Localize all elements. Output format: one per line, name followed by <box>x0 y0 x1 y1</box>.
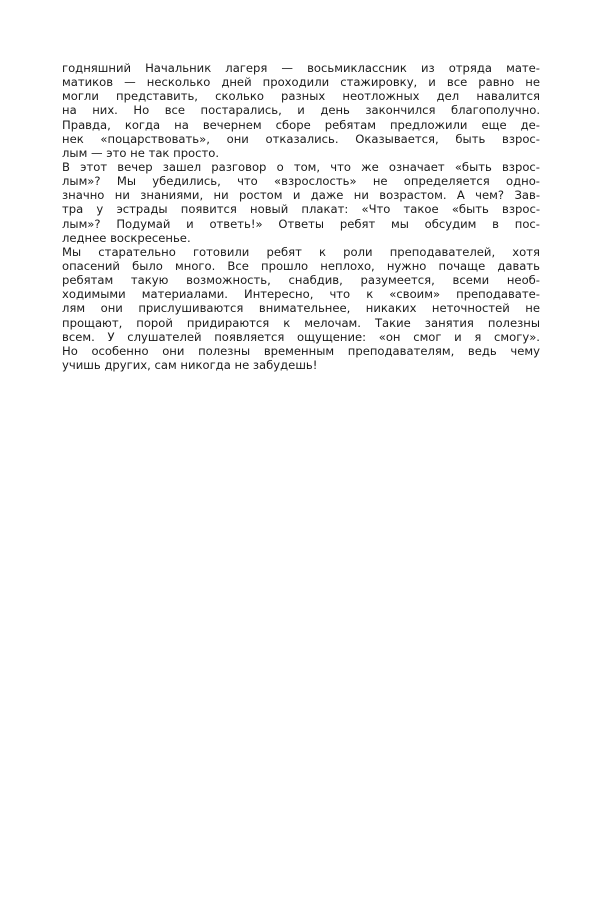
text-line: Мы старательно готовили ребят к роли преподавателей, хотя <box>62 244 540 259</box>
text-line: В этот вечер зашел разговор о том, что же означает «быть взрос- <box>62 159 540 174</box>
text-line: опасений было много. Все прошло неплохо, нужно почаще давать <box>62 258 540 273</box>
text-line: на них. Но все постарались, и день закончился благополучно. <box>62 103 540 118</box>
paragraph <box>62 61 540 160</box>
text-line: могли представить, сколько разных неотложных дел навалится <box>62 89 540 104</box>
paragraph <box>62 245 540 372</box>
text-line: тра у эстрады появится новый плакат: «Что такое «быть взрос- <box>62 202 540 217</box>
text-line: годняшний Начальник лагеря — восьмиклассник из отряда мате- <box>62 61 540 75</box>
text-line: матиков — несколько дней проходили стажировку, и все равно не <box>62 75 540 90</box>
text-line: ходимыми материалами. Интересно, что к «своим» преподавате- <box>62 287 540 302</box>
text-line: лям они прислушиваются внимательнее, никаких неточностей не <box>62 301 540 316</box>
text-line: Правда, когда на вечернем сборе ребятам предложили еще де- <box>62 117 540 132</box>
text-line: леднее воскресенье. <box>62 230 191 245</box>
text-line: прощают, порой придираются к мелочам. Такие занятия полезны <box>62 315 540 330</box>
text-line: лым — это не так просто. <box>62 145 220 160</box>
text-line: ребятам такую возможность, снабдив, разумеется, всеми необ- <box>62 273 540 288</box>
document-body <box>62 61 540 372</box>
text-line: лым»? Подумай и ответь!» Ответы ребят мы обсудим в пос- <box>62 216 540 231</box>
text-line: нек «поцарствовать», они отказались. Оказывается, быть взрос- <box>62 131 540 146</box>
text-line: значно ни знаниями, ни ростом и даже ни возрастом. А чем? Зав- <box>62 188 540 203</box>
text-line: Но особенно они полезны временным преподавателям, ведь чему <box>62 343 540 358</box>
text-line: лым»? Мы убедились, что «взрослость» не определяется одно- <box>62 174 540 189</box>
text-line: учишь других, сам никогда не забудешь! <box>62 357 318 372</box>
text-line: всем. У слушателей появляется ощущение: «он смог и я смогу». <box>62 329 540 344</box>
paragraph <box>62 160 540 245</box>
